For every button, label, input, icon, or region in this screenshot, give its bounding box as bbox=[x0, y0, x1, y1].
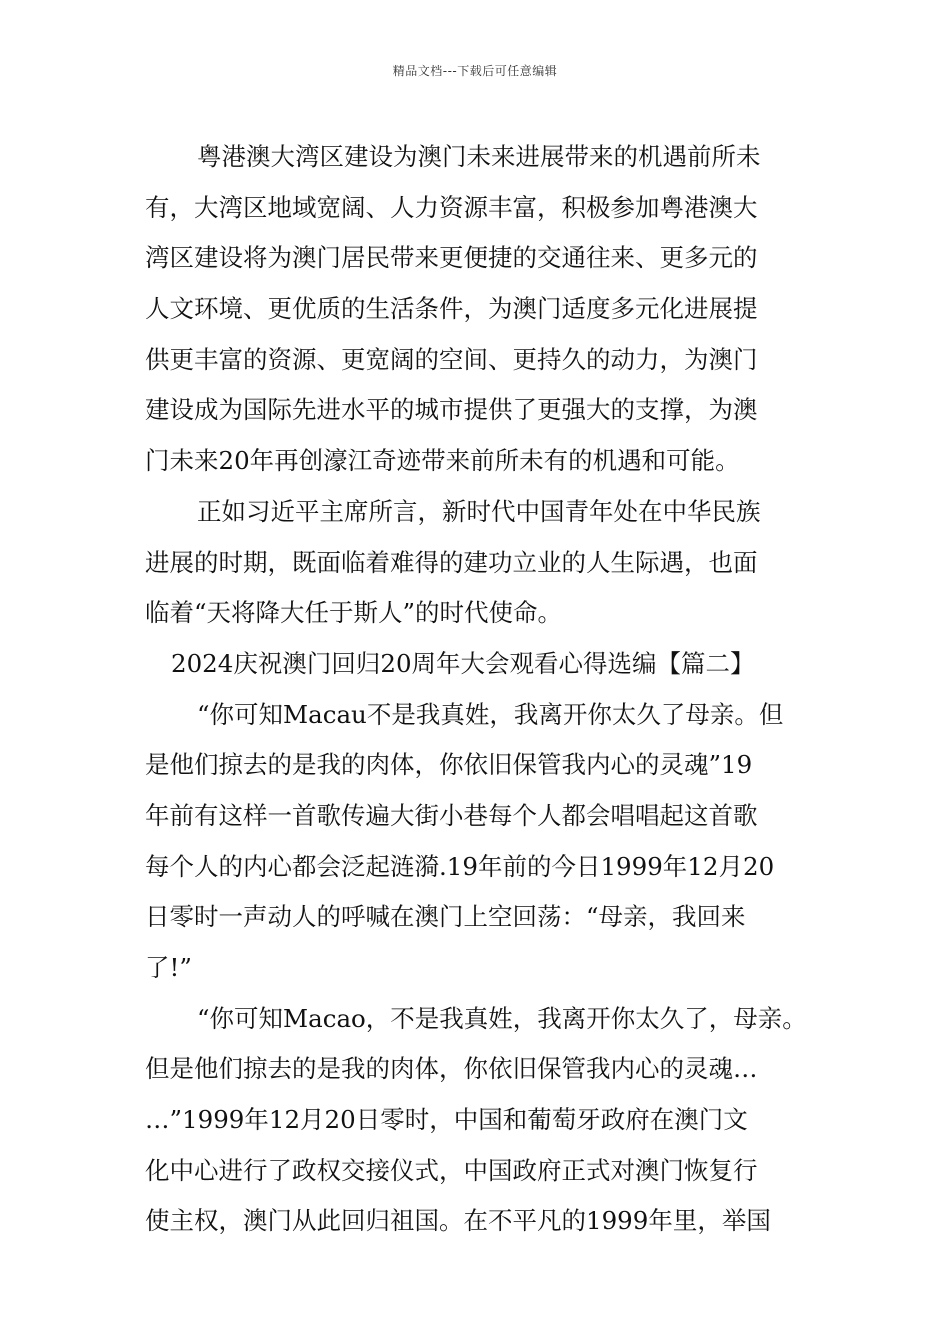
text-line: 但是他们掠去的是我的肉体，你依旧保管我内心的灵魂… bbox=[145, 1054, 758, 1084]
document-body bbox=[145, 132, 810, 1247]
text-line: 日零时一声动人的呼喊在澳门上空回荡：“母亲，我回来 bbox=[145, 902, 746, 932]
text-line: “你可知Macau不是我真姓，我离开你太久了母亲。但 bbox=[197, 699, 784, 729]
text-line: 湾区建设将为澳门居民带来更便捷的交通往来、更多元的 bbox=[145, 243, 758, 273]
page-header: 精品文档---下载后可任意编辑 bbox=[392, 64, 558, 78]
text-line: 人文环境、更优质的生活条件，为澳门适度多元化进展提 bbox=[145, 294, 758, 324]
text-line: 每个人的内心都会泛起涟漪.19年前的今日1999年12月20 bbox=[145, 851, 775, 881]
text-line: 粤港澳大湾区建设为澳门未来进展带来的机遇前所未 bbox=[197, 142, 761, 171]
text-line: 建设成为国际先进水平的城市提供了更强大的支撑，为澳 bbox=[145, 395, 758, 425]
text-line: “你可知Macao，不是我真姓，我离开你太久了，母亲。 bbox=[197, 1003, 807, 1033]
text-line: 供更丰富的资源、更宽阔的空间、更持久的动力，为澳门 bbox=[145, 344, 758, 374]
text-line: 门未来20年再创濠江奇迹带来前所未有的机遇和可能。 bbox=[145, 446, 740, 476]
text-line: 是他们掠去的是我的肉体，你依旧保管我内心的灵魂”19 bbox=[145, 750, 753, 780]
text-line: 了!” bbox=[145, 953, 192, 982]
text-line: 年前有这样一首歌传遍大街小巷每个人都会唱唱起这首歌 bbox=[145, 800, 758, 830]
text-line: 化中心进行了政权交接仪式，中国政府正式对澳门恢复行 bbox=[145, 1155, 758, 1185]
text-line: 临着“天将降大任于斯人”的时代使命。 bbox=[145, 598, 563, 628]
text-line: 有，大湾区地域宽阔、人力资源丰富，积极参加粤港澳大 bbox=[145, 192, 758, 222]
text-line: 正如习近平主席所言，新时代中国青年处在中华民族 bbox=[197, 496, 761, 526]
text-line: …”1999年12月20日零时，中国和葡萄牙政府在澳门文 bbox=[145, 1105, 748, 1135]
text-line: 进展的时期，既面临着难得的建功立业的人生际遇，也面 bbox=[145, 547, 758, 577]
text-line: 使主权，澳门从此回归祖国。在不平凡的1999年里，举国 bbox=[145, 1206, 771, 1236]
section-heading: 2024庆祝澳门回归20周年大会观看心得选编【篇二】 bbox=[171, 648, 755, 678]
